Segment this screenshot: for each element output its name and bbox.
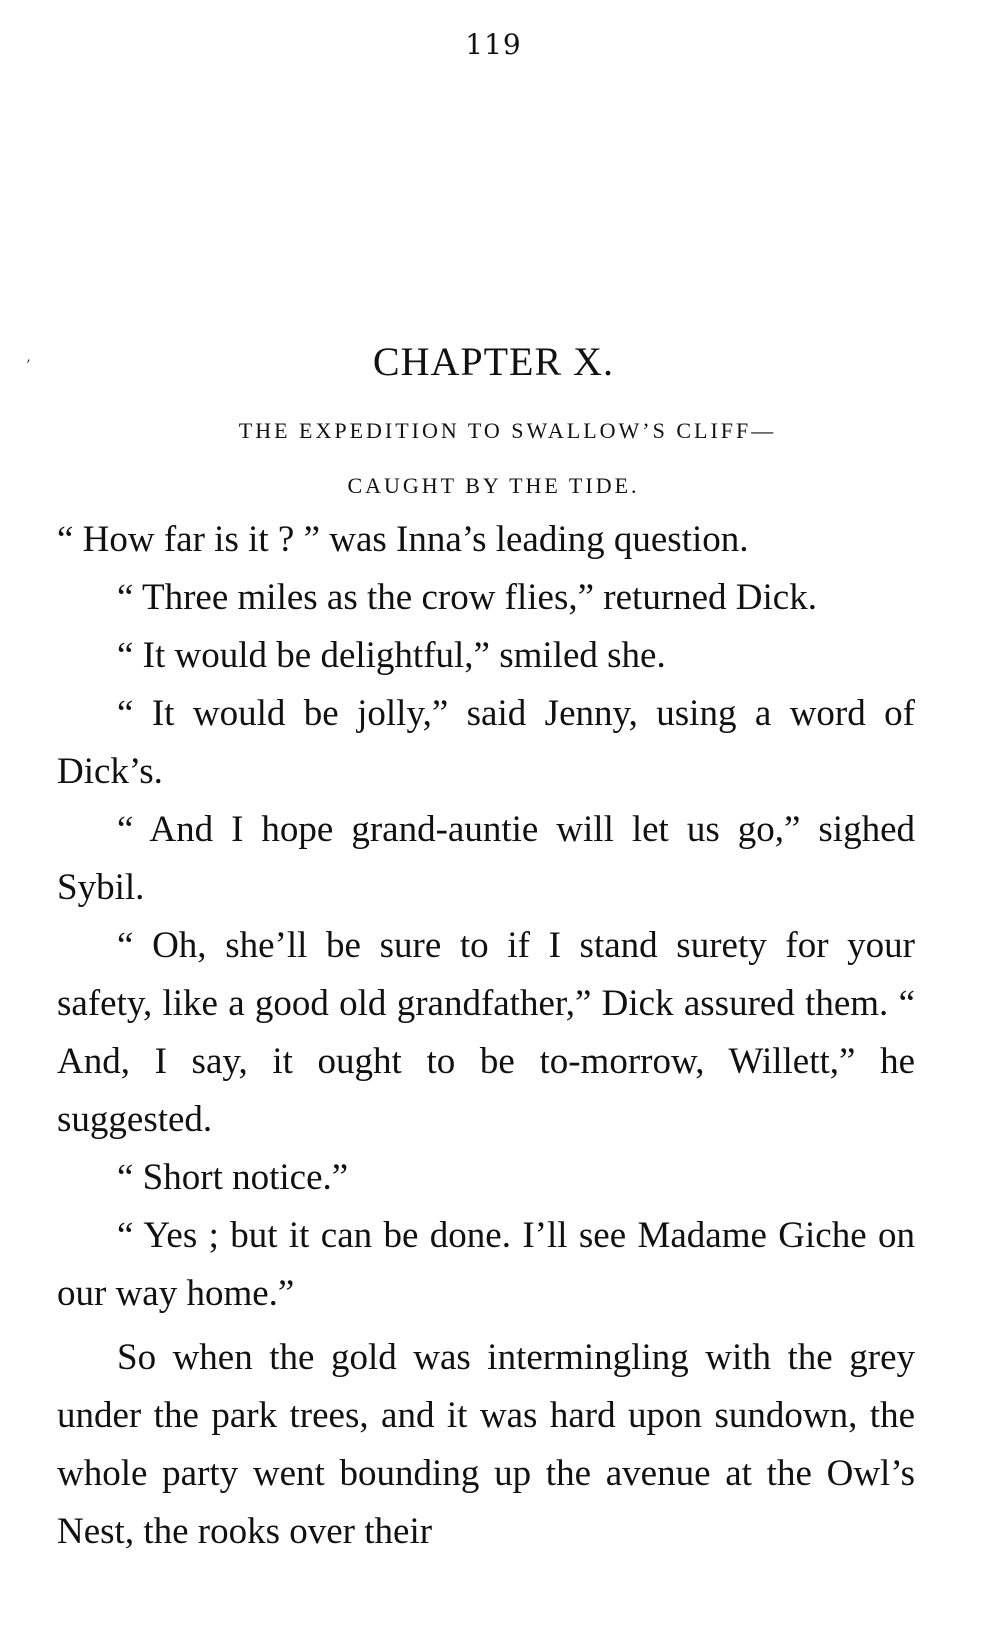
ink-speck: ’ [26, 358, 31, 374]
paragraph: “ Three miles as the crow flies,” returned Dick. [117, 577, 817, 618]
chapter-subtitle-line-1: THE EXPEDITION TO SWALLOW’S CLIFF— [238, 418, 777, 443]
paragraph: “ It would be delightful,” smiled she. [117, 635, 666, 676]
paragraph: “ How far is it ? ” was Inna’s leading question. [57, 519, 749, 560]
paragraph: “ Short notice.” [117, 1157, 349, 1198]
paragraph: “ It would be jolly,” said Jenny, using a word of Dick’s. [57, 693, 915, 792]
chapter-subtitle-line-2: CAUGHT BY THE TIDE. [347, 473, 640, 498]
chapter-title: CHAPTER X. [372, 339, 615, 384]
paragraph: “ Yes ; but it can be done. I’ll see Madame Giche on our way home.” [57, 1215, 915, 1314]
paragraph: So when the gold was intermingling with the grey under the park trees, and it was hard upon sundown, the whole party went bounding up the avenue at the Owl’s Nest, the rooks over their [57, 1337, 915, 1552]
body-text [57, 511, 915, 1561]
page-number: 119 [465, 28, 522, 61]
paragraph: “ Oh, she’ll be sure to if I stand surety for your safety, like a good old grandfather,” Dick assured them. “ And, I say, it ought to be to-morrow, Willett,” he suggested. [57, 925, 915, 1140]
paragraph: “ And I hope grand-auntie will let us go,” sighed Sybil. [57, 809, 915, 908]
